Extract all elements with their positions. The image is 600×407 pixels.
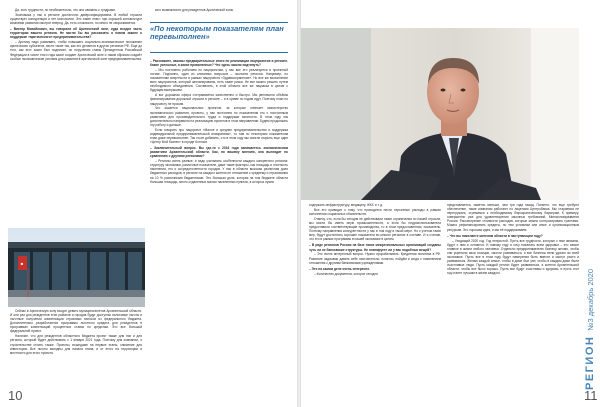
article-paragraph: кого возможности для резидентов Арктической зоны. (155, 8, 234, 12)
article-paragraph: А вот дорожная сфера отстраивается качественно и быстро. Мы увеличили объёмы финансирования дорожной отрасли в регионе – и в сумме по годам идут. Поэтому план по нацпроекту не просим. (150, 93, 288, 106)
portrait-photo (301, 28, 579, 200)
right-col-2 (447, 203, 579, 398)
page-number-left: 10 (8, 388, 23, 403)
building-photo-graphic (8, 228, 145, 307)
article-paragraph: Если говорить про нацпроект «Малое и среднее предпринимательство и поддержка индивидуальной предпринимательской инициативы», то там по некоторым показателям план даже перевыполнен. Так стоит добавить, что в этом году мы смогли открыть еще один «Центр Мой бизнес» в городе Котласе. (150, 127, 288, 144)
article-paragraph: Экономика у нас в регионе достаточно диверсифицирована. В любой отрасли существует конкуренция и нет монополии. Эти такие плюс: при хорошей конъюнктуре компании развития смотрят вперед. Да, есть сложности, но много не сворачивается. (10, 12, 142, 26)
interview-question: – Это на самом деле очень интересно. (309, 266, 371, 271)
left-col-2-top (150, 8, 288, 20)
interview-question: – Виктор Михайлович, вы говорили об Арктической зоне, куда входит часть территории вашего региона. Не могли бы вы рассказать о новом законе о поддержке «арктического» предпринимательства? (10, 27, 142, 40)
article-paragraph: Наличие, что для резидентов областного бюджета проект также для них и для региона, который будет действовать с 1 января 2021 года. Поэтому для компании, о строительстве стоить также. Проекты, вошедшие на первые этапы, снижение для инвесторов. Все льготы выгодны для начала этапа, и от этого на территории и местности для этого проекта. (10, 334, 142, 355)
article-paragraph: содержать инфраструктуру, медицину, ЖКХ и т. д. (309, 203, 383, 207)
magazine-title-vertical (584, 269, 596, 390)
article-paragraph: – Мы постоянно работаем по нацпроектам, у нас все это реализуется в проектной логике. Подлинно, один из ключевых вопросов – экологии региона. Например, по показателям смертности в рамках нацпроекта «Здравоохранение». Но все же выполнение всех нацпроектов, который запланированы, есть такие риски. Не все можно решить путем необходимого объединения. Составлять, в этой области все же нацзаказ в целом с будущим выигрышем. (150, 67, 288, 93)
magazine-title: РЕГИОН (584, 335, 596, 390)
left-col-2-body (150, 57, 288, 397)
article-paragraph: – Регионы очень разные, и надо учитывать особенности каждого конкретного региона: структуру экономики, различные показатели, даже такие факторы, как площадь и плотность населения, его и сосредоточенности городов. У нас в области высокая различная доля бюджетных расходов, в регионе на каждого жителя не отношение к среднему и страхования на 10 % различными бюджетными. Это большая доля, которая на том бюджете области большая площадь, много отдаленных малых населенных пунктов, в которых нужно (150, 159, 288, 184)
interview-question: – В ряде регионов России на базе таких межрегиональных организаций созданы чуть ли не банковские структуры. Не планируете ли у вас подобных вещей? (309, 243, 441, 252)
magazine-issue: №3 декабрь 2020 (586, 268, 595, 331)
right-page (301, 0, 600, 407)
subhead-rule-bottom (150, 52, 288, 53)
article-paragraph: – Количество документов, которое сегодня (314, 271, 378, 276)
article-paragraph: представляется, заметно меньше, чем три года назад. Понятно, что еще требуют обеспечение, такие компании работают по лицензии Центробанка. Мы стараемся не перегружать, стремимся к необходимому бюрократическому барьерам. К примеру, совершенно уже для удовлетворения законных требований, Минэкономразвития России. Рассмотрение стоимости расходов, которые можно контролировать грантами. Можно рефинансировать кредиты, по тем условиям или иные и организационным ресурсам. Это хорошая идея, и мы её поддерживаем. (447, 203, 579, 232)
interview-question: – Расскажите, каковы предварительные итоги по реализации нацпроектов в регионе. Какие успешные, а какие проваленные? Что здесь можно подтянуть? (150, 59, 288, 68)
left-page (0, 0, 297, 407)
article-paragraph: Все это приводит к тому, что приходится нести серьезные расходы в рамках исполнения социальных обязательств. (309, 207, 441, 216)
article-paragraph: Сейчас в Арктическую зону входят девять муниципалитетов Архангельской области. И они раз для резидентов этих районов и городов будут доступны налоговые льготы и льготные получения компенсации страховых взносов из федерального бюджета. Дополнительно разработаются программы льготного кредита для резидентов в программах компенсаций процентных ставок по кредитам. Это все большой федеральной проект. (10, 309, 142, 334)
portrait-photo-graphic (301, 28, 579, 200)
left-col-1-bottom (10, 309, 142, 397)
article-paragraph: – Уходящий 2020 год. Год непростой. Пусть все трудности, которые с ним связаны, будут с ним и остаются. И новому году я хочу пожелать всем здоровья – это самое главное в жизни любого человека. Отдельно предпринимателю бизнесу желаю, чтобы они укрепили свои позиции, смогли развиваться, и все бизнесы вели удачно во всей экономике. Пусть все в этом году будут намерения быть вместе и смогут расти и развиваться. Желаю каждой семье, чтобы в доме был уют, чтобы в каждом доме были счастливые люди. Пусть каждый регион будет развиваться, а жители Архангельской области, чтобы все было хорошо. Пусть все будут счастливы и здоровы, и пусть этот год станет лучшим в жизни каждого. (447, 238, 579, 276)
left-col-1-top (10, 8, 142, 225)
svg-text:■: ■ (20, 261, 24, 266)
interview-question: – Заключительный вопрос. Вы где-то с 2016 года занимаетесь экономическим развитием Архангельской области. Как, по вашему мнению, она выглядит по сравнению с другими регионами? (150, 146, 288, 159)
article-paragraph: Что касается национальных проектов, за которые отвечает министерство экономического развития, проекты, у нас постоянно по показателям это с постоянным развитием для производительного труда и поддержки занятости. В этом году мы дополнительно направили на реализацию проектов в этом направлении. Будем продолжать эту работу и дальше. (150, 106, 288, 127)
subhead-rule-top (150, 22, 288, 23)
interview-question: – Что вы пожелаете жителям области в наступающем году? (447, 233, 543, 238)
building-photo (8, 228, 145, 307)
article-paragraph: Отмечу, что, если бы сегодня не действовали такие ограничения по нашей отрасли, мы могли бы иметь иную промышленности, а если бы недроиспользователи предоставили соответствующие производства, то в этом предоставлении, показатель. Поэтому направления конкурентности у нас в том году в такой мере. Но с учетом таких мер, будут достаточно хорошие показатели во многих регионах в составе. И я считаю, что это в рамках программы в нашей экономике в целом. (309, 216, 441, 242)
right-col-1 (309, 203, 441, 398)
page-number-right: 11 (584, 388, 598, 403)
article-paragraph: – Арктику надо развивать, чтобы повышать социально-экономическое положение арктических субъектов, нести такие так, как это делается в других регионах РФ. Еще до того, как этот закон был подписан, по поручению главы Президентом Российской Федерации в числе этого года закон создает Арктической зоне и таким образом создаёт особые экономические условия для развития в арктической зоне предпринимательства. (10, 40, 142, 61)
article-paragraph: Да, есть трудности, но необязательно, что они связаны с тундрами. (15, 8, 116, 12)
section-subhead: «По некоторым показателям план перевыполнен» (150, 24, 284, 41)
article-paragraph: – Это очень интересный вопрос. Нужно прорабатывать. Кредитная политика в РФ. Развитие задачами давать себе настоятельно, понятно, пойдём и когда с появлением отношения с другими банковскими учреждениями. (309, 252, 441, 265)
